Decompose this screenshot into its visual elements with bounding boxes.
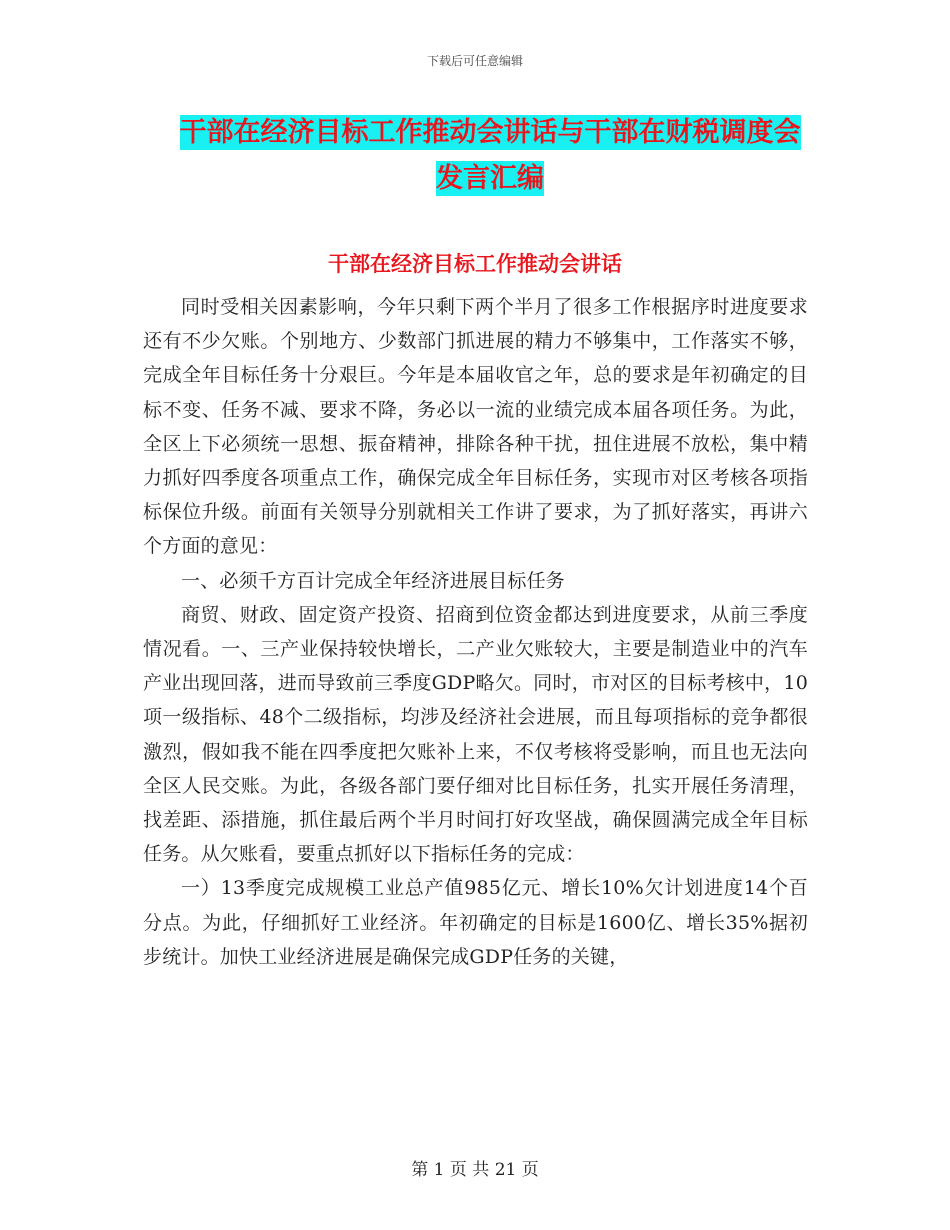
document-title-line-2: 发言汇编 <box>436 163 544 194</box>
paragraph-heading-1: 一、必须千方百计完成全年经济进展目标任务 <box>181 569 566 592</box>
paragraph-commerce: 商贸、财政、固定资产投资、招商到位资金都达到进度要求，从前三季度情况看。一、三产业保持较快增长，二产业欠账较大，主要是制造业中的汽车产业出现回落，进而导致前三季度GDP略欠。同时，市对区的目标考核中，10项一级指标、48个二级指标，均涉及经济社会进展，而且每项指标的竞争都很激烈，假如我不能在四季度把欠账补上来，不仅考核将受影响，而且也无法向全区人民交账。为此，各级各部门要仔细对比目标任务，扎实开展任务清理，找差距、添措施，抓住最后两个半月时间打好攻坚战，确保圆满完成全年目标任务。从欠账看，要重点抓好以下指标任务的完成： <box>143 603 808 866</box>
document-body <box>143 290 808 974</box>
section-title: 干部在经济目标工作推动会讲话 <box>328 252 622 276</box>
document-title-line-1: 干部在经济目标工作推动会讲话与干部在财税调度会 <box>179 117 801 148</box>
document-title <box>140 110 840 202</box>
paragraph-intro: 同时受相关因素影响，今年只剩下两个半月了很多工作根据序时进度要求还有不少欠账。个别地方、少数部门抓进展的精力不够集中，工作落实不够，完成全年目标任务十分艰巨。今年是本届收官之年，总的要求是年初确定的目标不变、任务不减、要求不降，务必以一流的业绩完成本届各项任务。为此，全区上下必须统一思想、振奋精神，排除各种干扰，扭住进展不放松，集中精力抓好四季度各项重点工作，确保完成全年目标任务，实现市对区考核各项指标保位升级。前面有关领导分别就相关工作讲了要求，为了抓好落实，再讲六个方面的意见： <box>143 296 808 558</box>
header-note: 下载后可任意编辑 <box>426 54 523 68</box>
paragraph-industry: 一）13季度完成规模工业总产值985亿元、增长10%欠计划进度14个百分点。为此，仔细抓好工业经济。年初确定的目标是1600亿、增长35%据初步统计。加快工业经济进展是确保完成GDP任务的关键， <box>143 877 808 968</box>
page-number: 第 1 页 共 21 页 <box>411 1160 539 1180</box>
